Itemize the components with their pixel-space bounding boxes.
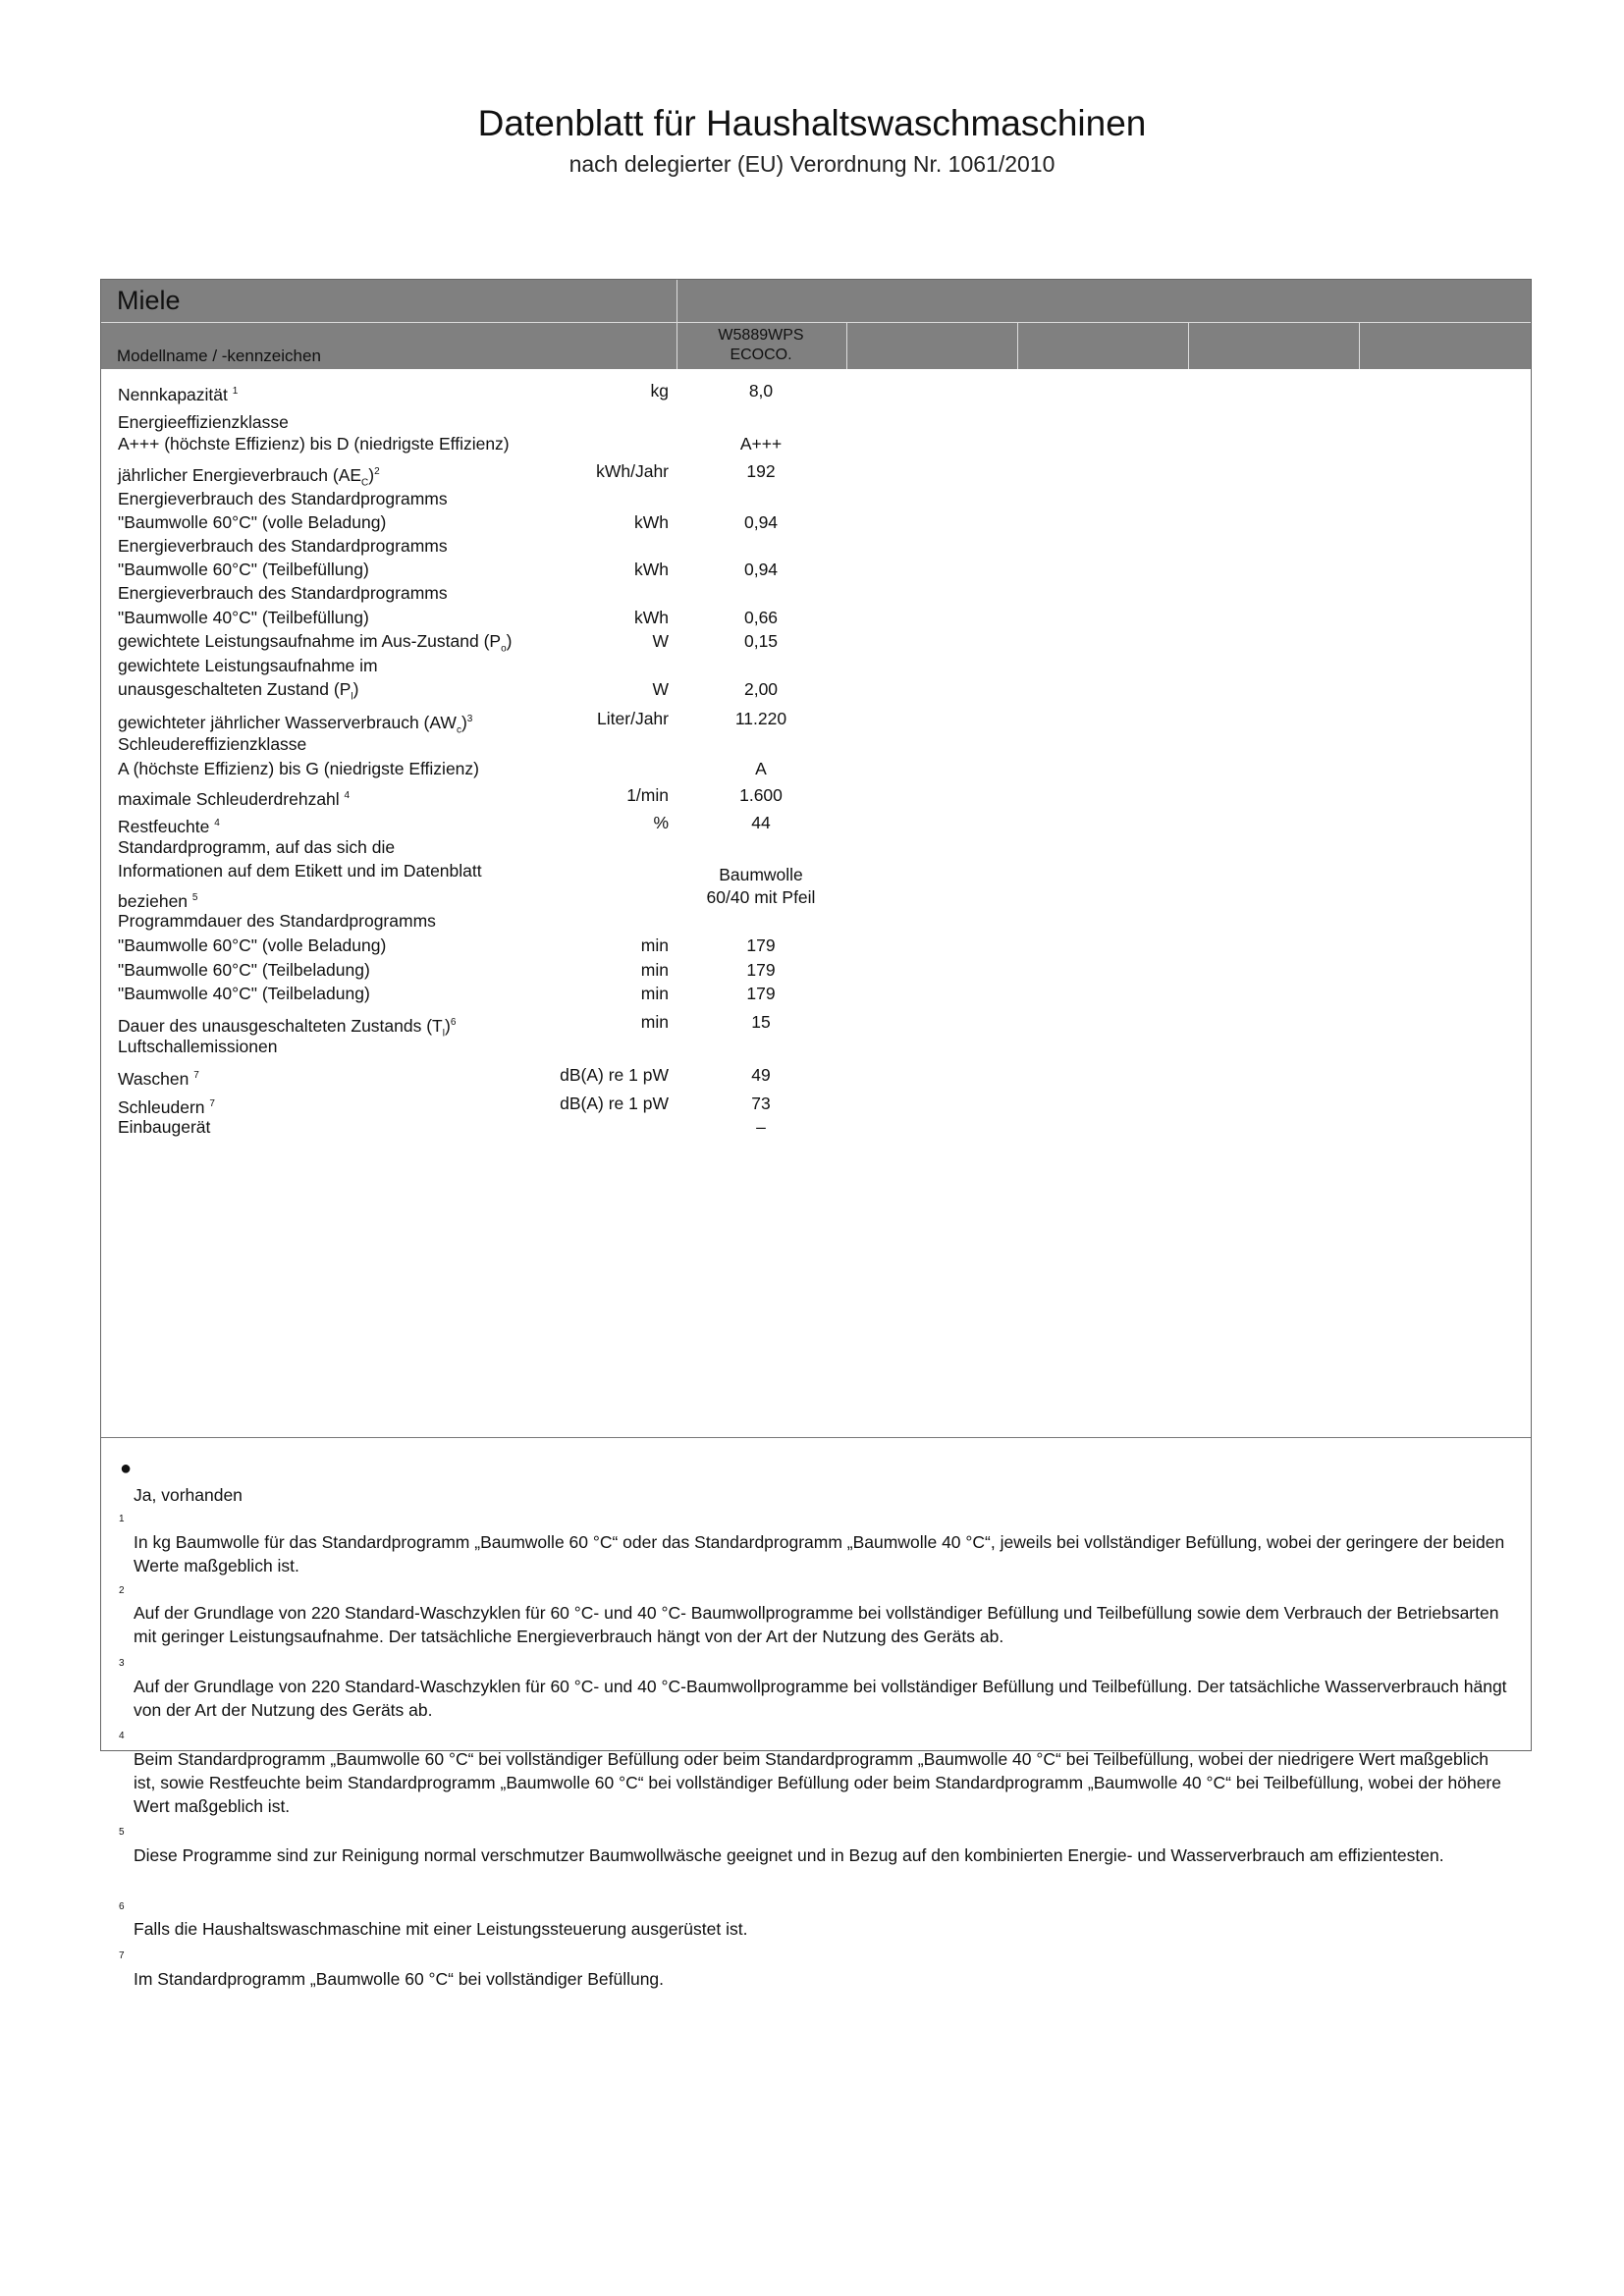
spec-label: Programmdauer des Standardprogramms [118,911,436,931]
footnote-text: In kg Baumwolle für das Standardprogramm „Baumwolle 60 °C“ oder das Standardprogramm „Baumwolle 40 °C“, jeweils bei vollständiger Befüllung, wobei der geringere der beiden Werte maßgeblich ist. [134,1532,1505,1575]
spec-label: gewichtete Leistungsaufnahme im [118,656,378,675]
spec-value: 0,94 [743,560,779,579]
spec-value: 179 [746,935,776,955]
spec-unit: kWh [634,560,669,579]
column-divider [846,323,847,369]
footnote-number: 5 [119,1827,125,1838]
spec-label: Energieverbrauch des Standardprogramms [118,536,448,556]
column-divider [1359,323,1360,369]
spec-value: 44 [751,813,771,832]
spec-unit: kWh/Jahr [596,461,669,481]
spec-label: Schleudern $^7$ [118,1096,215,1117]
spec-value: 179 [746,960,776,980]
spec-label: "Baumwolle 60°C" (Teilbefüllung) [118,560,369,579]
spec-value: 8,0 [748,381,774,400]
datasheet-table [100,279,1532,1989]
footnote-number: 7 [119,1950,125,1961]
spec-label: Nennkapazität $^1$ [118,384,239,404]
footnote-text: Im Standardprogramm „Baumwolle 60 °C“ bei vollständiger Befüllung. [134,1969,665,1989]
footnote-number: 2 [119,1585,125,1596]
spec-unit: min [640,984,669,1003]
spec-label: A+++ (höchste Effizienz) bis D (niedrigste Effizienz) [118,434,510,454]
spec-label: "Baumwolle 40°C" (Teilbefüllung) [118,608,369,627]
spec-value: 1.600 [739,785,783,805]
column-divider [1188,323,1189,369]
footnote-number: 4 [119,1731,125,1741]
spec-unit: kg [650,381,669,400]
spec-value: 0,94 [743,512,779,532]
spec-label: Standardprogramm, auf das sich die [118,837,396,857]
document-subtitle: nach delegierter (EU) Verordnung Nr. 1061/2010 [568,151,1056,177]
brand-name: Miele [117,286,181,315]
footnote-number: 6 [119,1901,125,1912]
spec-label: Energieverbrauch des Standardprogramms [118,583,448,603]
bullet-icon: ● [120,1458,133,1479]
spec-unit: min [640,960,669,980]
spec-unit: W [652,631,669,651]
footnote-text: Auf der Grundlage von 220 Standard-Waschzyklen für 60 °C- und 40 °C- Baumwollprogramme bei vollständiger Befüllung und Teilbefüllung sowie dem Verbrauch der Betriebsarten mit geringer Leistungsaufnahme. Der tatsächliche Energieverbrauch hängt von der Art der Nutzung des Geräts ab. [134,1603,1499,1646]
spec-label: Restfeuchte $^4$ [118,816,220,836]
spec-unit: Liter/Jahr [597,709,669,728]
footnote-text: Beim Standardprogramm „Baumwolle 60 °C“ bei vollständiger Befüllung oder beim Standardprogramm „Baumwolle 40 °C“ bei Teilbefüllung, wobei der niedrigere Wert maßgeblich ist, sowie Restfeuchte beim Standardprogramm „Baumwolle 60 °C“ bei vollständiger Befüllung oder beim Standardprogramm „Baumwolle 40 °C“ bei Teilbefüllung, wobei der höhere Wert maßgeblich ist. [134,1749,1501,1816]
spec-label: jährlicher Energieverbrauch $(AE_C)^2$ [118,464,380,489]
spec-label: Informationen auf dem Etikett und im Datenblatt [118,861,482,881]
spec-label: Dauer des unausgeschalteten Zustands $(T_l)^6$ [118,1015,457,1040]
spec-value: 15 [751,1012,771,1032]
spec-value: 73 [751,1094,771,1113]
spec-label: Energieverbrauch des Standardprogramms [118,489,448,508]
document-title: Datenblatt für Haushaltswaschmaschinen [477,103,1147,143]
spec-value: A [755,759,767,778]
spec-value: 0,66 [743,608,779,627]
spec-label: gewichtete Leistungsaufnahme im Aus-Zustand $(P_o)$ [118,631,513,655]
spec-value: 192 [746,461,776,481]
spec-unit: 1/min [626,785,669,805]
model-label: Modellname / -kennzeichen [117,347,321,365]
bullet-legend: Ja, vorhanden [134,1485,243,1505]
footnote-number: 3 [119,1658,125,1669]
spec-label: "Baumwolle 60°C" (Teilbeladung) [118,960,370,980]
spec-value: 0,15 [743,631,779,651]
spec-value: 179 [746,984,776,1003]
spec-value: 49 [751,1065,771,1085]
spec-label: unausgeschalteten Zustand $(P_l)$ [118,679,359,703]
spec-label: "Baumwolle 40°C" (Teilbeladung) [118,984,370,1003]
footnote-text: Diese Programme sind zur Reinigung normal verschmutzer Baumwollwäsche geeignet und in Bezug auf den kombinierten Energie- und Wasserverbrauch am effizientesten. [134,1845,1444,1865]
spec-label: "Baumwolle 60°C" (volle Beladung) [118,512,387,532]
spec-value: Baumwolle [719,865,803,884]
spec-unit: kWh [634,512,669,532]
spec-label: beziehen $^5$ [118,890,198,911]
spec-label: maximale Schleuderdrehzahl $^4$ [118,788,351,809]
model-identifier: W5889WPS ECOCO. [718,327,804,363]
spec-label: gewichteter jährlicher Wasserverbrauch $(AW_c)^3$ [118,712,473,736]
spec-label: Einbaugerät [118,1117,211,1137]
brand-header [101,280,1531,323]
spec-unit: min [640,935,669,955]
spec-unit: dB(A) re 1 pW [560,1094,669,1113]
spec-value: – [756,1117,766,1137]
footnote-number: 1 [119,1514,125,1524]
spec-value: 60/40 mit Pfeil [706,887,816,907]
spec-value: 2,00 [743,679,779,699]
spec-unit: dB(A) re 1 pW [560,1065,669,1085]
spec-label: A (höchste Effizienz) bis G (niedrigste Effizienz) [118,759,479,778]
model-header [101,323,1531,369]
spec-unit: % [653,813,669,832]
spec-label: "Baumwolle 60°C" (volle Beladung) [118,935,387,955]
spec-unit: W [652,679,669,699]
spec-label: Luftschallemissionen [118,1037,278,1056]
footnote-text: Falls die Haushaltswaschmaschine mit einer Leistungssteuerung ausgerüstet ist. [134,1919,748,1939]
spec-label: Schleudereffizienzklasse [118,734,307,754]
spec-label: Energieeffizienzklasse [118,412,289,432]
spec-value: 11.220 [734,709,787,728]
spec-value: A+++ [739,434,783,454]
spec-label: Waschen $^7$ [118,1068,199,1089]
spec-unit: min [640,1012,669,1032]
footnote-text: Auf der Grundlage von 220 Standard-Waschzyklen für 60 °C- und 40 °C-Baumwollprogramme bei vollständiger Befüllung und Teilbefüllung. Der tatsächliche Wasserverbrauch hängt von der Art der Nutzung des Geräts ab. [134,1677,1507,1720]
column-divider [1017,323,1018,369]
spec-unit: kWh [634,608,669,627]
specs-section [101,369,1531,1438]
